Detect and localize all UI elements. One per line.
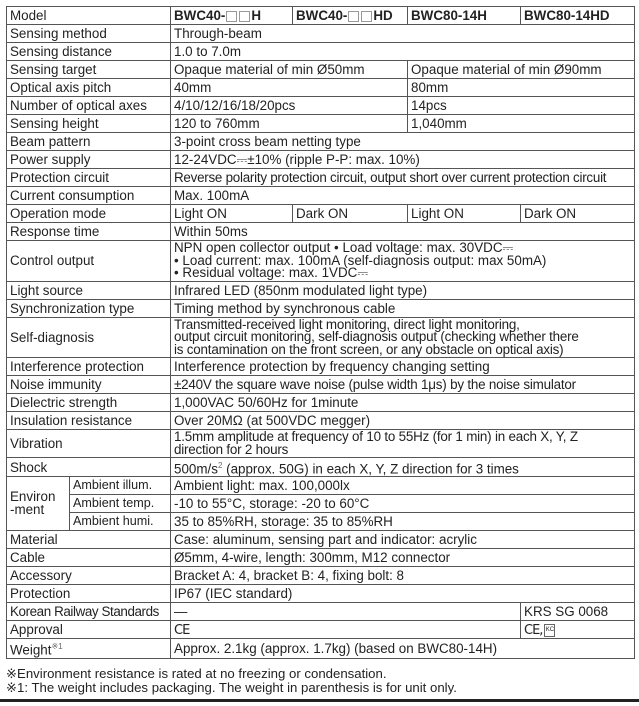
value-line: direction for 2 hours <box>174 441 289 457</box>
placeholder-box-icon <box>348 11 359 22</box>
table-row <box>7 317 635 358</box>
table-row <box>7 412 635 430</box>
row-label: Power supply <box>7 151 171 169</box>
table-row <box>7 241 635 282</box>
table-row <box>7 79 635 97</box>
row-value: Timing method by synchronous cable <box>171 299 635 317</box>
table-row <box>7 61 635 79</box>
row-value: Bracket A: 4, bracket B: 4, fixing bolt: 8 <box>171 567 635 585</box>
row-value: Infrared LED (850nm modulated light type) <box>171 281 635 299</box>
table-row <box>7 97 635 115</box>
row-value <box>171 458 635 477</box>
table-row <box>7 549 635 567</box>
row-value: 35 to 85%RH, storage: 35 to 85%RH <box>171 513 635 531</box>
environment-label <box>7 477 70 531</box>
row-value: 1.0 to 7.0m <box>171 43 635 61</box>
row-label: Vibration <box>7 430 171 458</box>
row-value: Over 20MΩ (at 500VDC megger) <box>171 412 635 430</box>
table-row <box>7 513 635 531</box>
model-header-bwc40-hd <box>293 7 408 25</box>
row-label: Beam pattern <box>7 133 171 151</box>
label-text: Weight <box>10 642 52 658</box>
table-row <box>7 458 635 477</box>
sub-label: Ambient illum. <box>70 477 171 495</box>
row-label: Sensing height <box>7 115 171 133</box>
row-label: Operation mode <box>7 205 171 223</box>
table-row <box>7 151 635 169</box>
row-label: Shock <box>7 458 171 477</box>
value-line: NPN open collector output • Load voltage: max. 30VDC⎓ <box>174 240 514 255</box>
table-row <box>7 603 635 621</box>
model-name: BWC40- <box>296 8 348 23</box>
table-row <box>7 477 635 495</box>
table-row <box>7 43 635 61</box>
table-row <box>7 639 635 658</box>
value-line: • Residual voltage: max. 1VDC⎓ <box>174 265 369 280</box>
table-row <box>7 621 635 639</box>
row-value: 12-24VDC⎓±10% (ripple P-P: max. 10%) <box>171 151 635 169</box>
table-row <box>7 585 635 603</box>
row-value: -10 to 55°C, storage: -20 to 60°C <box>171 495 635 513</box>
table-row <box>7 187 635 205</box>
value-line: • Load current: max. 100mA (self-diagnosis output: max 50mA) <box>174 252 547 268</box>
row-value: — <box>171 603 521 621</box>
row-value-bwc80-14hd <box>521 621 635 639</box>
model-suffix: H <box>251 8 262 23</box>
row-value: 3-point cross beam netting type <box>171 133 635 151</box>
ce-mark-icon: CE <box>174 622 190 638</box>
model-header-bwc80-14h: BWC80-14H <box>408 7 521 25</box>
model-name: BWC40- <box>174 8 226 23</box>
table-row <box>7 495 635 513</box>
row-value: Through-beam <box>171 25 635 43</box>
table-row <box>7 115 635 133</box>
table-row <box>7 25 635 43</box>
model-label: Model <box>7 7 171 25</box>
value-line: 1.5mm amplitude at frequency of 10 to 55Hz (for 1 min) in each X, Y, Z <box>174 429 578 444</box>
row-value: Case: aluminum, sensing part and indicator: acrylic <box>171 531 635 549</box>
row-value-bwc80-14hd: KRS SG 0068 <box>521 603 635 621</box>
row-value-bwc40-h: Light ON <box>171 205 293 223</box>
row-value-bwc80: 14pcs <box>408 97 635 115</box>
value-line: Transmitted-received light monitoring, direct light monitoring, <box>174 317 520 332</box>
row-label: Synchronization type <box>7 299 171 317</box>
table-row <box>7 169 635 187</box>
row-label: Korean Railway Standards <box>7 603 171 621</box>
kc-mark-icon: KC <box>544 624 555 637</box>
placeholder-box-icon <box>239 11 250 22</box>
row-value: Interference protection by frequency changing setting <box>171 358 635 376</box>
footnote: ※Environment resistance is rated at no freezing or condensation. <box>6 666 387 681</box>
footnotes <box>6 667 457 695</box>
table-row <box>7 133 635 151</box>
specification-table <box>6 6 635 659</box>
row-label: Protection circuit <box>7 169 171 187</box>
row-label: Response time <box>7 223 171 241</box>
row-label: Light source <box>7 281 171 299</box>
row-value-bwc80-14hd: Dark ON <box>521 205 635 223</box>
row-label: Accessory <box>7 567 171 585</box>
value-line: is contamination on the front screen, or any obstacle on optical axis) <box>174 341 564 357</box>
row-label <box>7 639 171 658</box>
row-value: Reverse polarity protection circuit, output short over current protection circuit <box>171 169 635 187</box>
row-value-bwc40-hd: Dark ON <box>293 205 408 223</box>
row-value: Ambient light: max. 100,000lx <box>171 477 635 495</box>
row-value: Max. 100mA <box>171 187 635 205</box>
row-label: Material <box>7 531 171 549</box>
table-row <box>7 358 635 376</box>
sub-label: Ambient temp. <box>70 495 171 513</box>
row-value-bwc40: 120 to 760mm <box>171 115 408 133</box>
row-value-bwc80: Opaque material of min Ø90mm <box>408 61 635 79</box>
row-label: Noise immunity <box>7 376 171 394</box>
value-text: (approx. 50G) in each X, Y, Z direction for 3 times <box>222 461 519 477</box>
placeholder-box-icon <box>361 11 372 22</box>
row-value <box>171 241 635 282</box>
table-row-model <box>7 7 635 25</box>
row-label: Cable <box>7 549 171 567</box>
row-value: 1,000VAC 50/60Hz for 1minute <box>171 394 635 412</box>
table-row <box>7 376 635 394</box>
row-label: Interference protection <box>7 358 171 376</box>
table-row <box>7 567 635 585</box>
ce-mark-icon: CE, <box>524 622 543 638</box>
row-label: Sensing method <box>7 25 171 43</box>
table-row <box>7 223 635 241</box>
row-value <box>171 430 635 458</box>
table-row <box>7 281 635 299</box>
table-row <box>7 299 635 317</box>
label-line: -ment <box>10 501 45 517</box>
value-text: 500m/s <box>174 461 218 477</box>
model-suffix: HD <box>373 8 393 23</box>
row-value: IP67 (IEC standard) <box>171 585 635 603</box>
row-value: ±240V the square wave noise (pulse width 1μs) by the noise simulator <box>171 376 635 394</box>
row-label: Protection <box>7 585 171 603</box>
table-row <box>7 531 635 549</box>
row-value-bwc40: 40mm <box>171 79 408 97</box>
model-header-bwc80-14hd: BWC80-14HD <box>521 7 635 25</box>
row-value-bwc80-14h: Light ON <box>408 205 521 223</box>
footnote: ※1: The weight includes packaging. The weight in parenthesis is for unit only. <box>6 680 457 695</box>
row-label: Number of optical axes <box>7 97 171 115</box>
row-value-bwc40: Opaque material of min Ø50mm <box>171 61 408 79</box>
row-label: Dielectric strength <box>7 394 171 412</box>
placeholder-box-icon <box>226 11 237 22</box>
table-row <box>7 394 635 412</box>
row-value: Ø5mm, 4-wire, length: 300mm, M12 connector <box>171 549 635 567</box>
row-value-bwc40: 4/10/12/16/18/20pcs <box>171 97 408 115</box>
row-value <box>171 621 521 639</box>
row-value: Within 50ms <box>171 223 635 241</box>
sub-label: Ambient humi. <box>70 513 171 531</box>
footnote-marker: ※1 <box>51 642 63 652</box>
table-row <box>7 430 635 458</box>
model-header-bwc40-h <box>171 7 293 25</box>
row-label: Control output <box>7 241 171 282</box>
row-value-bwc80: 1,040mm <box>408 115 635 133</box>
label-line: Environ <box>10 489 56 505</box>
value-line: output circuit monitoring, self-diagnosis output (checking whether there <box>174 329 579 344</box>
superscript: 2 <box>217 461 223 470</box>
row-label: Approval <box>7 621 171 639</box>
row-value <box>171 317 635 358</box>
row-label: Self-diagnosis <box>7 317 171 358</box>
row-label: Current consumption <box>7 187 171 205</box>
section-divider <box>0 699 639 702</box>
row-label: Insulation resistance <box>7 412 171 430</box>
row-label: Sensing target <box>7 61 171 79</box>
row-label: Optical axis pitch <box>7 79 171 97</box>
row-label: Sensing distance <box>7 43 171 61</box>
row-value-bwc80: 80mm <box>408 79 635 97</box>
row-value: Approx. 2.1kg (approx. 1.7kg) (based on BWC80-14H) <box>171 639 635 658</box>
table-row <box>7 205 635 223</box>
